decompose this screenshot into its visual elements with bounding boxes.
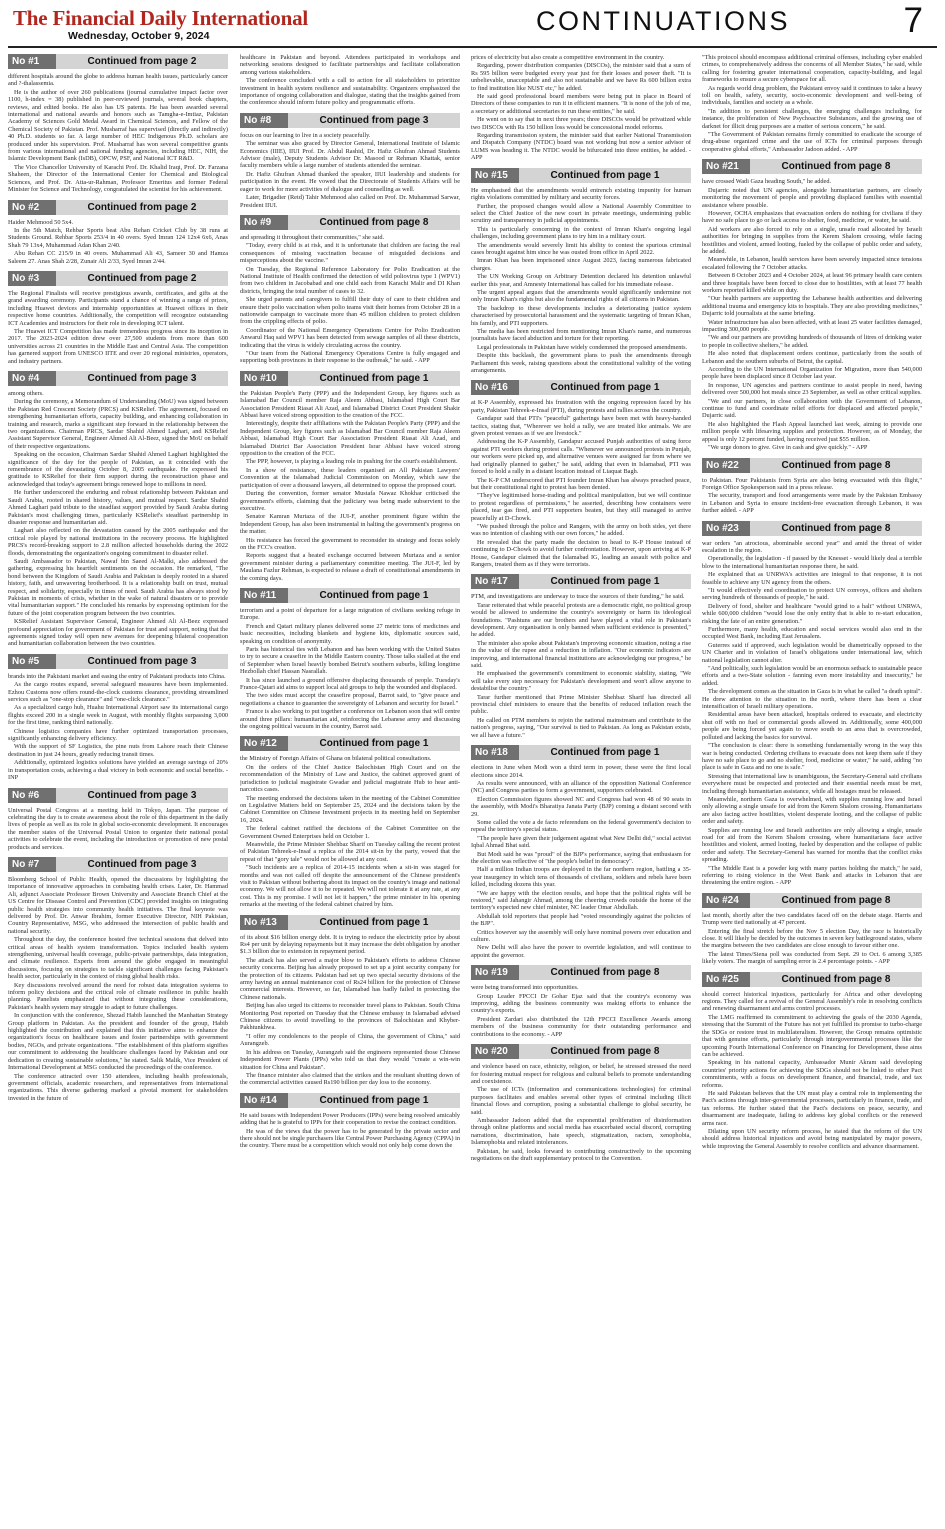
paragraph: Aid workers are also forced to rely on a single, unsafe road allocated by Israeli authorities for bringing in supplies from the Kerem Shalom crossing, while facing hostilities and violent, armed looting, fueled by the collapse of public order and safety, he added.	[702, 225, 922, 255]
article-number: No #20	[471, 1044, 519, 1059]
paragraph: He said issues with Independent Power Producers (IPPs) were being resolved amicably adding that he is grateful to IPPs for their cooperation to revise the contract condition.	[240, 1111, 460, 1127]
column-2	[240, 54, 460, 1524]
paragraph: Gandapur said that PTI's "peaceful" gatherings have been met with heavy-handed tactics, stating that, "Wherever we hold a rally, we are treated like animals. We are given protest venues as if we are livestock."	[471, 415, 691, 438]
paragraph: The development comes as the situation in Gaza is in what he called "a death spiral". He drew attention to the situation in the north, where there has been a clear intensification of Israeli military operations.	[702, 688, 922, 711]
paragraph: "I offer my condolences to the people of China, the government of China," said Aurangzeb.	[240, 1032, 460, 1048]
paragraph: at K-P Assembly, expressed his frustration with the ongoing repression faced by his party, Pakistan Tehreek-e-Insaf (PTI), during protests and rallies across the country.	[471, 399, 691, 414]
paragraph: In his address on Tuesday, Aurangzeb said the engineers represented those Chinese Independent Power Plants (IPPs) who told us that they would "create a win-win situation for China and Pakistan".	[240, 1048, 460, 1071]
paragraph: Supplies are running low and Israeli authorities are only allowing a single, unsafe road for aid from the Kerem Shalom crossing, where humanitarians face active hostilities and violent, armed looting, fueled by desperation and the collapse of public order and safety. The Secretary-General has warned for months that the conflict risks spreading.	[702, 826, 922, 864]
paragraph: Regarding, power distribution companies (DISCOs), the minister said that a sum of Rs 595 billion were budgeted every year just for their losses and power theft. "It is unbelievable, unacceptable and also not sustainable and we have Rs 600 billion extra to find institution like NUST etc," he added.	[471, 62, 691, 92]
paragraph: were being transformed into opportunities.	[471, 984, 579, 992]
article-body	[702, 54, 922, 153]
paragraph: He was of the views that the power has to be generated by the private sector and there should not be single purchasers like Central Power Purchasing Agency (CPPA) in the country. There must be a competition which would not only help come down the	[240, 1127, 460, 1150]
paragraph: Operationally, the legislation - if passed by the Knesset - would likely deal a terrible blow to the international humanitarian response there, he said.	[702, 555, 922, 570]
article-header	[240, 1093, 460, 1108]
article-header	[471, 380, 691, 395]
paragraph: "We pushed through the police and Rangers, with the army on both sides, yet there was no intention of clashing with our own forces," he added.	[471, 522, 691, 538]
article-number: No #18	[471, 745, 519, 760]
article-body	[240, 390, 460, 582]
article	[471, 380, 691, 568]
article	[702, 972, 922, 1151]
paragraph: As regards world drug problem, the Pakistani envoy said it continues to take a heavy toll on health, safety, security, socio-economic development and well-being of individuals, families and society as a whole.	[702, 84, 922, 107]
paragraph: "We and our partners are providing hundreds of thousands of litres of drinking water to people in collective shelters," he added.	[702, 334, 922, 349]
masthead	[8, 0, 937, 48]
article-number: No #10	[240, 371, 288, 386]
article-number: No #1	[8, 54, 56, 69]
article-body	[471, 764, 691, 959]
paragraph: The attack has also served a major blow to Pakistan's efforts to address Chinese security concerns. Beijing has already proposed to set up a joint security company for the protection of its citizens. Pakistan had set up two special security divisions of the army having an annual maintenance cost of Rs24 billion for the protection of Chinese commercial interests. However, so far, Islamabad has badly failed in protecting the Chinese nationals.	[240, 956, 460, 1001]
continued-label: Continued from page 8	[319, 216, 429, 228]
paragraph: He called on PTM members to rejoin the national mainstream and contribute to the nation's progress, saying, "Our survival is tied to Pakistan. As long as Pakistan exists, we all have a future."	[471, 716, 691, 739]
continued-label: Continued from page 1	[550, 576, 660, 588]
paragraph: Legal professionals in Pakistan have widely condemned the proposed amendments.	[477, 343, 688, 351]
article-header	[471, 1044, 691, 1059]
paragraph: The urgent appeal argues that the amendments would significantly undermine not only Imran Khan's rights but also the fundamental rights of all citizens in Pakistan.	[471, 288, 691, 304]
article	[240, 113, 460, 209]
article-body	[471, 54, 691, 162]
paragraph: "The Middle East is a powder keg with many parties holding the match," he said, referring to rising violence in the West Bank and attacks in Lebanon that are threatening the entire region. - APP	[702, 864, 922, 887]
paragraph: France is also working to put together a conference on Lebanon soon that will centre around three pillars: humanitarian aid, reinforcing the Lebanese army and discussing the ongoing political vacuum in the country, Barrot said.	[240, 708, 460, 731]
article	[471, 745, 691, 959]
paragraph: Reports suggest that a heated exchange occurred between Murtaza and a senior government minister during a parliamentary committee meeting. The JUI-F, led by Maulana Fazlur Rehman, is expected to release a draft of constitutional amendments in the coming days.	[240, 552, 460, 582]
continued-label: Continued from page 3	[319, 114, 429, 126]
paragraph: The Vice Chancellor University of Karachi Prof. Dr. Khalid Iraqi, Prof. Dr. Farzana Shaheen, the Director of the International Center for Chemical and Biological Sciences, and Prof. Dr. Atta-ur-Rahman, Professor Emeritus and former Federal Minister for Science and Technology, congratulated the scientist for his achievement.	[8, 163, 228, 194]
article-body	[471, 593, 691, 739]
paragraph: "In addition to persistent challenges, the emerging challenges including, for instance, the proliferation of New Psychoactive Substances, and the growing use of darknet for illicit drug purposes are a matter of serious concern," he said.	[702, 107, 922, 130]
paragraph: He explained that as UNRWA's activities are integral to that response, it is not feasible to achieve any UN agency from the others.	[702, 571, 922, 586]
paragraph: He revealed that the party made the decision to head to K-P House instead of continuing to D-Chowk to avoid further confrontation. However, upon arriving at K-P House, Gandapur claimed that the Islamabad IG, leading an assault with police and Rangers, treated them as if they were terrorists.	[471, 538, 691, 568]
paragraph: Some called the vote a de facto referendum on the federal government's decision to repeal the territory's special status.	[471, 818, 691, 834]
paragraph: Beijing has also urged its citizens to reconsider travel plans to Pakistan. South China Monitoring Post reported on Tuesday that the Chinese embassy in Islamabad advised Chinese citizens to avoid travelling to the provinces of Balochistan and Khyber-Pakhtunkhwa.	[240, 1002, 460, 1032]
paragraph: The LMG reaffirmed its commitment to achieving the goals of the 2030 Agenda, stressing that the Summit of the Future has not yet fulfilled its promise to turbo-charge the SDGs or restore trust in multilateralism. However, the Group remains optimistic that with genuine efforts, particularly through intergovernmental processes like the upcoming Fourth International Conference on Financing for Development, these aims can be achieved.	[702, 1013, 922, 1058]
paragraph: of its about $16 billion energy debt. It is trying to reduce the electricity price by about Rs4 per unit by delaying repayments but it may increase the debt obligation by another $1.3 billion due to extension in repayment period.	[240, 933, 460, 956]
article-body	[702, 912, 922, 966]
continued-label: Continued from page 2	[87, 56, 197, 67]
article-body	[8, 673, 228, 782]
paragraph: The K-P CM underscored that PTI founder Imran Khan has always preached peace, but their constitutional right to protest has been denied.	[471, 476, 691, 491]
paragraph: different hospitals around the globe to address human health issues, particularly cancer and ?-thalassemia.	[8, 73, 228, 88]
paragraph: The conference attracted over 150 attendees, including health professionals, government officials, academic researchers, and representatives from international organizations. This diverse gathering marked a pivotal moment for stakeholders invested in the future of	[8, 1072, 228, 1102]
article	[702, 521, 922, 887]
paragraph: Chinese logistics companies have further optimized transportation processes, significantly enhancing delivery efficiency.	[8, 727, 228, 743]
continued-label: Continued from page 2	[87, 201, 197, 213]
continued-label: Continued from page 1	[550, 382, 660, 394]
article-body	[702, 540, 922, 887]
continued-label: Continued from page 1	[319, 372, 429, 384]
article	[8, 371, 228, 648]
paragraph: He went on to say that in next three years; three DISCOs would be privatized while two DISCOs with Rs 150 billion loss would be concessional model reforms.	[471, 116, 691, 131]
paragraph: "We and our partners, in close collaboration with the Government of Lebanon, continue to fund and coordinate relief efforts for displaced and affected people," Dujarric said.	[702, 397, 922, 420]
publication-name: The Financial Daily International	[13, 6, 309, 30]
paragraph: New Delhi will also have the power to override legislation, and will continue to appoint the governor.	[471, 944, 691, 959]
paragraph: He said good professional board members were being put in place in Board of Directors of these companies to run it in efficient manners. "It is none of the job of me, a secretary or additional secretaries to run these entities," he said.	[471, 93, 691, 115]
paragraph: and spreading it throughout their communities," she said.	[240, 233, 385, 241]
paragraph: The two sides must accept the ceasefire proposal, Barrot said, to "give peace and negotiations a chance to guarantee the sovereignty of Lebanon and security for Israel."	[240, 692, 460, 707]
article-body	[240, 132, 460, 209]
article-body	[240, 54, 460, 107]
article-header	[240, 588, 460, 603]
paragraph: "Such incidents are a replica of 2014-15 incidents when a sit-in was staged for months and was not called off despite the announcement of the Chinese president's visit to Pakistan without bothering about its impact on the country's image and national economy. We will not allow it to be repeated. We will not tolerate it at any rate, at any cost. This is my promise. I will not let it happen," the prime minister in his opening remarks at the meeting of the federal cabinet chaired by him.	[240, 864, 460, 909]
paragraph: Guterres said if approved, such legislation would be diametrically opposed to the UN Charter and in violation of Israel's obligations under international law, which national legislation cannot alter.	[702, 641, 922, 664]
paragraph: KSRelief Assistant Supervisor General, Engineer Ahmed Ali Al-Beez expressed profound appreciation for government of Pakistan for trust and support, noting that the agreements signed today will open new avenues for deepening bilateral cooperation and humanitarian collaboration between the two countries.	[8, 618, 228, 648]
article-body	[702, 178, 922, 451]
paragraph: and violence based on race, ethnicity, religion, or belief, he stressed stressed the need for fostering mutual respect for religious and cultural beliefs to promote understanding and coexistence.	[471, 1063, 691, 1085]
article-header	[702, 458, 922, 473]
paragraph: On Tuesday, the Regional Reference Laboratory for Polio Eradication at the National Institute of Health confirmed the detection of wild poliovirus type 1 (WPV1) from two children in Jacobabad and one child each from Karachi Malir and DI Khan districts, bringing the total number of cases to 32.	[240, 265, 460, 295]
article-number: No #24	[702, 893, 750, 908]
paragraph: "The Government of Pakistan remains firmly committed to eradicate the scourge of drug-abuse organized crime and the use of ICTs for criminal purposes through cooperative global efforts," Ambassador Jadoon added. - APP	[702, 131, 922, 153]
paragraph: It has since launched a ground offensive displacing thousands of people. Tuesday's France-Qatari aid aims to support local aid groups to help the wounded and displaced.	[240, 676, 460, 692]
paragraph: Ambassador Jadoon added that the exponential proliferation of disinformation through online platforms and social media has exacerbated social discord, corrupting narrations, discrimination, hate speech, stigmatization, racism, xenophobia, Islamophobia and related intolerances.	[471, 1116, 691, 1147]
paragraph: Stressing that international law is unambiguous, the Secretary-General said civilians everywhere must be respected and protected and their essential needs must be met, including through humanitarian assistance, while all hostages must be released.	[702, 772, 922, 795]
paragraph: Senator Kamran Murtaza of the JUI-F, another prominent figure within the Independent Group, has also been instrumental in halting the government's progress on the matter.	[240, 513, 460, 536]
paragraph: "They've legitimised horse-trading and political manipulation, but we will continue to protest regardless of permissions," he asserted, describing how containers were placed, tear gas fired, and PTI supporters beaten, but they still managed to arrive peacefully at D-Chowk.	[471, 492, 691, 522]
continued-label: Continued from page 3	[87, 655, 197, 667]
paragraph: In a show of resistance, these leaders organised an All Pakistan Lawyers' Convention at the Islamabad Judicial Commission on Monday, which saw the participation of over a thousand lawyers, all determined to oppose the proposed court.	[240, 466, 460, 489]
article-number: No #15	[471, 168, 519, 183]
column-4	[702, 54, 922, 1524]
article	[240, 1093, 460, 1150]
continued-label: Continued from page 8	[781, 459, 891, 471]
paragraph: focus on our learning to live in a society peacefully.	[240, 131, 371, 139]
paragraph: "And politically, such legislation would be an enormous setback to sustainable peace efforts and a two-State solution - fanning even more instability and insecurity," he added.	[702, 665, 922, 687]
paragraph: The federal cabinet ratified the decisions of the Cabinet Committee on the Government Owned Enterprises held on October 1.	[240, 825, 460, 840]
article	[240, 54, 460, 107]
continued-label: Continued from page 2	[87, 272, 197, 284]
paragraph: Delivery of food, shelter and healthcare "would grind to a halt" without UNRWA, while 600,000 children "would lose the only entity that is able to re-start education, risking the fate of an entire generation."	[702, 602, 922, 625]
article-header	[471, 745, 691, 760]
paragraph: Speaking in his national capacity, Ambassador Munir Akram said developing countries' priority actions for achieving the SDGs should not be linked to other Pact commitments, with a focus on development finance, and financial, trade, and tax reforms.	[702, 1059, 922, 1089]
paragraph: the Pakistan People's Party (PPP) and the Independent Group, key figures such as Islamabad Bar Council member Raja Aleem Abbasi, Islamabad High Court Bar Association President Riasat Ali Azad, and Islamabad District Court President Shakir Abbasi have voiced strong opposition to the creation of the FCC.	[240, 389, 460, 420]
article-number: No #16	[471, 380, 519, 395]
section-title: CONTINUATIONS	[536, 6, 790, 36]
article-number: No #13	[240, 915, 288, 930]
paragraph: According to the UN International Organization for Migration, more than 540,000 people have been displaced since 8 October last year.	[702, 366, 922, 381]
paragraph: "We are happy with the election results, and hope that the political rights will be restored," said Jahangir Ahmad, among the cheering crowds outside the home of the territory's expected new chief minister, NC leader Omar Abdullah.	[471, 889, 691, 912]
paragraph: During the ceremony, a Memorandum of Understanding (MoU) was signed between the Pakistan Red Crescent Society (PRCS) and KSRelief. The agreement, focused on strengthening humanitarian efforts, capacity building, and enhancing collaboration in training and research, marks a significant step forward in the relationship between the two organizations. Chairman PRCS, Sardar Shahid Ahmed Laghari, and KSRelief Assistant Supervisor General, Engineer Ahmed Ali Al-Beez, signed the MoU on behalf of their respective organizations.	[8, 398, 228, 450]
paragraph: Election Commission figures showed NC and Congress had won 48 of 90 seats in the assembly, with Modi's Bharatiya Janata Party (BJP) coming a distant second with 29.	[471, 795, 691, 818]
article-header	[240, 371, 460, 386]
paragraph: Dilating upon UN security reform process, he stated that the reform of the UN should address historical injustices and avoid being manipulated by major powers, while improving the General Assembly to resolve conflicts and advance disarmament.	[702, 1127, 922, 1150]
article	[702, 893, 922, 966]
paragraph: The UN Working Group on Arbitrary Detention declared his detention unlawful earlier this year, and Amnesty International has called for his immediate release.	[471, 273, 691, 288]
article-header	[702, 972, 922, 987]
article-number: No #23	[702, 521, 750, 536]
paragraph: the Ministry of Foreign Affairs of Ghana on bilateral political consultations.	[240, 755, 432, 763]
paragraph: last month, shortly after the two candidates faced off on the debate stage. Harris and Trump were tied nationally at 47 percent.	[702, 911, 922, 927]
paragraph: As a specialized cargo hub, Huahu International Airport saw its international cargo flights exceed 200 in a single week in August, with monthly flights surpassing 3,000 for the first time, ranking third nationally.	[8, 704, 228, 727]
paragraph: The minister also spoke about Pakistan's improving economic situation, noting a rise in the value of the rupee and a reduction in inflation. "Our economic indicators are improving, and international financial institutions are acknowledging our progress," he said.	[471, 639, 691, 670]
article-number: No #6	[8, 788, 56, 803]
article	[471, 54, 691, 162]
article	[240, 915, 460, 1087]
paragraph: Despite this backlash, the government plans to push the amendments through Parliament this week, raising questions about the constitutional validity of the voting arrangements.	[471, 352, 691, 375]
article	[471, 168, 691, 375]
article-number: No #3	[8, 271, 56, 286]
paragraph: This is particularly concerning in the context of Imran Khan's ongoing legal challenges, including government plans to try him in a military court.	[471, 225, 691, 241]
paragraph: PTM, and investigations are underway to trace the sources of their funding," he said.	[471, 593, 685, 601]
paragraph: Further, the proposed changes would allow a National Assembly Committee to select the Chief Justice of the new court in private meetings, undermining public scrutiny and transparency in judicial appointments.	[471, 202, 691, 225]
article-body	[8, 390, 228, 648]
article-number: No #25	[702, 972, 750, 987]
paragraph: Paris has historical ties with Lebanon and has been working with the United States to try to secure a ceasefire in the Middle Eastern country. Those talks stalled at the end of September when Israel heavily bombed Beirut's southern suburbs, killing longtime Hezbollah chief Hassan Nasrallah.	[240, 646, 460, 676]
paragraph: As the cargo routes expand, several safeguard measures have been implemented. Ezhou Customs now offers round-the-clock customs clearance, providing streamlined services such as "one-stop clearance" and "one-click clearance."	[8, 681, 228, 704]
paragraph: Regarding transmission system, the minister said that earlier National Transmission and Dispatch Company (NTDC) board was not working but now a senior advisor of LUMS was heading it. The NTDC would be bifurcated into three entities, he added. - APP	[471, 132, 691, 162]
article-number: No #4	[8, 371, 56, 386]
continued-label: Continued from page 1	[319, 916, 429, 928]
article-body	[471, 399, 691, 568]
article	[240, 371, 460, 582]
paragraph: The use of ICTs (information and communications technologies) for criminal purposes facilitates and enables several other types of criminal including illicit financial flows and corruption, posing a substantial challenge to global security, he said.	[471, 1086, 691, 1116]
paragraph: war orders "an atrocious, abominable second year" and amid the threat of wider escalation in the region.	[702, 539, 922, 554]
article	[8, 54, 228, 194]
article	[702, 54, 922, 153]
article	[8, 788, 228, 851]
paragraph: The conference concluded with a call to action for all stakeholders to prioritize investment in health system resilience and sustainability. Organizers emphasized the importance of ongoing collaboration and dialogue, stating that the insights gained from the conference should inform future policy and programmatic efforts.	[240, 77, 460, 107]
continued-label: Continued from page 8	[781, 161, 891, 173]
paragraph: He also noted that displacement orders continue, particularly from the south of Lebanon and the southern suburbs of Beirut, the capital.	[702, 350, 922, 365]
article-header	[471, 574, 691, 589]
paragraph: Interestingly, despite their affiliations with the Pakistan People's Party (PPP) and the Independent Group, key figures such as Islamabad Bar Council member Raja Aleem Abbasi, Islamabad High Court Bar Association President Riasat Ali Azad, and Islamabad District Bar Association President Israr Abbasi have voiced strong opposition to the creation of the FCC.	[240, 420, 460, 458]
paragraph: In response, UN agencies and partners continue to assist people in need, having delivered over 500,000 hot meals since 23 September, as well as other critical supplies.	[702, 381, 922, 397]
article	[471, 574, 691, 739]
paragraph: The seminar was also graced by Director General, International Institute of Islamic Economics (IIIE), IIUI Prof. Dr. Abdul Rashid, Dr. Hafiz Ghufran Ahmad Students Advisor (male), Deputy Students Advisor Dr. Masood ur Rehman Khattak, senior faculty members while a large number of students attended the seminar.	[240, 140, 460, 170]
continued-label: Continued from page 8	[550, 1046, 660, 1058]
article-body	[240, 934, 460, 1087]
article-body	[240, 234, 460, 365]
continued-label: Continued from page 8	[781, 894, 891, 906]
article-header	[471, 168, 691, 183]
paragraph: Bloomberg School of Public Health, opened the discussions by highlighting the importance of innovative approaches in combating health crises. Later, Dr. Hammad Ali, adjunct Associate Professor Brown University and Associate Branch Chief at the US Centre for Disease Control and Prevention (CDC) provided insights on integrating public health strategies into community health initiatives. The final keynote was delivered by Prof. Dr. Anwar Ibrahim, former Executive Director, NIH Pakistan, Country Representative, MSG, who addressed the intersection of public health and national security.	[8, 875, 228, 935]
paragraph: The media has been restricted from mentioning Imran Khan's name, and numerous journalists have faced abduction and torture for their reporting.	[471, 328, 691, 343]
continued-label: Continued from page 8	[781, 973, 891, 985]
article-body	[8, 876, 228, 1102]
article-body	[471, 187, 691, 375]
paragraph: terrorism and a point of departure for a large migration of civilians seeking refuge in Europe.	[240, 606, 460, 622]
paragraph: The Huawei ICT Competition has made tremendous progress since its inception in 2017. The 2023-2024 edition drew over 27,500 students from more than 600 universities across 21 countries in the Middle East and Central Asia. The competition has garnered support from UNESCO IITE and over 20 regional ministries, operators, and industry partners.	[8, 327, 228, 365]
article	[702, 159, 922, 451]
paragraph: President Zardari also distributed the 12th FPCCI Excellence Awards among members of the business community for their outstanding performance and contributions to the economy. - APP	[471, 1015, 691, 1038]
article-header	[240, 113, 460, 128]
paragraph: He said Pakistan believes that the UN must play a central role in implementing the Pact's actions through inter-governmental processes, particularly in finance, trade, and tax reforms. He further stated that the Pact's decisions on peace, security, and disarmament are inadequate, failing to address key global conflicts or the renewed arms race.	[702, 1089, 922, 1127]
paragraph: The backdrop to these developments includes a deteriorating justice system characterised by prosecutorial harassment and the systematic targeting of Imran Khan, his family, and PTI supporters.	[471, 304, 691, 327]
paragraph: The amendments would severely limit his ability to contest the spurious criminal cases brought against him since he was ousted from office in April 2022.	[471, 241, 691, 256]
article-number: No #22	[702, 458, 750, 473]
paragraph: Abu Rehan CC 215/9 in 40 overs. Muhammad Ali 43, Sameer 30 and Hamza Saleem 27. Anas Shah 2/28, Zunair Ali 2/33, Syed Imran 2/44.	[8, 250, 228, 265]
paragraph: He further underscored the enduring and robust relationship between Pakistan and Saudi Arabia, rooted in shared history, values, and mutual respect. Sardar Shahid Ahmed Laghari paid tribute to the steadfast support provided by Saudi Arabia during Pakistan's most challenging times, particularly KSRelief's steadfast partnership in disaster response and humanitarian aid.	[8, 489, 228, 526]
column-1	[8, 54, 228, 1524]
article	[8, 271, 228, 365]
paragraph: However, OCHA emphasizes that evacuation orders do nothing for civilians if they have no safe place to go or lack access to shelter, food, medicine, or water, he said.	[702, 209, 922, 225]
article-number: No #11	[240, 588, 288, 603]
article	[8, 654, 228, 782]
article	[8, 200, 228, 265]
paragraph: In conjunction with the conference, Shezad Habib launched the Manhattan Strategy Group platform in Pakistan. As the president and founder of the group, Habib highlighted the contribution and explained that this initiative aims to enhance the organization's focus on healthcare issues and foster partnerships with government bodies, NGOs, and private organizations. "The establishment of this platform signifies our commitment to addressing the healthcare challenges faced by Pakistan and our dedication to creating sustainable solutions," he stated. Salik Malik, Vice President of International Development at MSG conducted the proceedings of the conference.	[8, 1012, 228, 1072]
article	[240, 215, 460, 365]
paragraph: "It would effectively end coordination to protect UN convoys, offices and shelters serving hundreds of thousands of people," he said.	[702, 586, 922, 602]
article-header	[8, 271, 228, 286]
article-number: No #5	[8, 654, 56, 669]
paragraph: French and Qatari military planes delivered some 27 metric tons of medicines and basic necessities, including blankets and hygiene kits, diplomatic sources said, speaking on condition of anonymity.	[240, 622, 460, 645]
article	[471, 965, 691, 1038]
paragraph: The PPP, however, is playing a leading role in pushing for the court's establishment.	[246, 458, 458, 466]
article-header	[8, 788, 228, 803]
paragraph: His resistance has forced the government to reconsider its strategy and focus solely on the FCC's creation.	[240, 536, 460, 551]
article-header	[8, 200, 228, 215]
continued-label: Continued from page 8	[781, 522, 891, 534]
article-number: No #17	[471, 574, 519, 589]
article-header	[471, 965, 691, 980]
paragraph: Abdullah told reporters that people had "voted resoundingly against the policies of the BJP".	[471, 912, 691, 928]
paragraph: "Our team from the National Emergency Operations Centre is fully engaged and supporting both provinces in their response to the outbreak," he said. - APP	[240, 350, 460, 365]
paragraph: "This protocol should encompass additional criminal offenses, including cyber enabled crimes, to comprehensively address the concerns of all Member States," he said, while calling for fostering greater international cooperation, capacity-building, and legal frameworks to ensure a secure cyberspace for all.	[702, 54, 922, 84]
continued-label: Continued from page 3	[87, 789, 197, 801]
paragraph: prices of electricity but also create a competitive environment in the country.	[471, 54, 665, 61]
paragraph: Between 8 October 2023 and 4 October 2024, at least 96 primary health care centers and three hospitals have been forced to close due to hostilities, with at least 77 health workers reported killed while on duty.	[702, 272, 922, 294]
article	[702, 458, 922, 515]
paragraph: to Pakistan. Four Pakistanis from Syria are also being evacuated with this flight," Foreign Office Spokesperson said in a press release.	[702, 476, 922, 491]
article-number: No #2	[8, 200, 56, 215]
column-3	[471, 54, 691, 1524]
article-body	[8, 807, 228, 851]
page-number: 7	[903, 1, 923, 40]
article	[8, 857, 228, 1102]
paragraph: Half a million Indian troops are deployed in the far northern region, battling a 35-year insurgency in which tens of thousands of civilians, soldiers and rebels have been killed, including dozens this year.	[471, 866, 691, 889]
continued-label: Continued from page 3	[87, 858, 197, 870]
paragraph: Water infrastructure has also been affected, with at least 25 water facilities damaged, impacting 300,000 people.	[702, 318, 922, 333]
paragraph: With the support of SF Logistics, the pine nuts from Lahore reach their Chinese destination in just 24 hours, greatly reducing transit times.	[8, 743, 228, 758]
article	[240, 588, 460, 731]
paragraph: He is the author of over 260 publications (journal cumulative impact factor over 1100, h-index = 38) published in peer-reviewed journals, several book chapters, reviews, and edited books. He also has US patents. He has been awarded several international and national awards and honors such as Tamgha-e-Imtiaz, Pakistan Academy of Sciences Gold Medal Award in Chemical Sciences, and Fellow of the Chemical Society of Pakistan. Prof. Musharraf has supervised (directly and indirectly) 40 Ph.D. students so far. A large number of HEC Indigenous Ph.D. scholars are produced under his supervision. Prof. Musharraf has won several competitive grants from various international and national funding agencies, including HEC, NIH, the Islamic Development Bank (IsDB), OPCW, PSF, and National ICT R&D.	[8, 88, 228, 163]
article	[240, 736, 460, 908]
paragraph: Additionally, optimized logistics solutions have yielded an average savings of 20% in transportation costs, achieving a dual victory in both economic and social benefits. - INP	[8, 759, 228, 782]
paragraph: Coordinator of the National Emergency Operations Centre for Polio Eradication Anwarul Haq said WPV1 has been detected from sewage samples of all these districts, indicating that the virus is widely circulating across the country.	[240, 326, 460, 349]
paragraph: As results were announced, with an alliance of the opposition National Conference (NC) and Congress parties to form a government, supporters celebrated.	[471, 779, 691, 795]
paragraph: He emphasised that the amendments would entrench existing impunity for human rights violations committed by military and security forces.	[471, 186, 691, 202]
article-number: No #21	[702, 159, 750, 174]
paragraph: Throughout the day, the conference hosted five technical sessions that delved into critical areas of health system transformation. Topics included health system strengthening, universal health coverage, public-private partnerships, data integration, and climate resilience. Experts from around the globe engaged in meaningful discussions, focusing on strategies to tackle significant challenges facing Pakistan's health sector, particularly in the context of rising global health risks.	[8, 936, 228, 981]
continued-label: Continued from page 1	[319, 589, 429, 601]
paragraph: Entering the final stretch before the Nov 5 election Day, the race is historically close. It will likely be decided by the outcomes in seven key battleground states, where the margins between the two candidates are close enough to favour either one.	[702, 927, 922, 950]
paragraph: Furthermore, many health, education and social services would also end in the occupied West Bank, including East Jerusalem.	[702, 626, 922, 641]
continued-label: Continued from page 3	[87, 373, 197, 384]
paragraph: The security, transport and food arrangements were made by the Pakistan Embassy in Lebanon and Syria to ensure incident-free evacuation through Lebanon, it was further added. - APP	[702, 492, 922, 515]
continued-label: Continued from page 1	[550, 747, 660, 759]
article-body	[8, 219, 228, 265]
paragraph: Critics however say the assembly will only have nominal powers over education and culture.	[471, 928, 691, 944]
article-number: No #9	[240, 215, 288, 230]
paragraph: elections in June when Modi won a third term in power, these were the first local elections since 2014.	[471, 764, 691, 779]
article	[471, 1044, 691, 1162]
paragraph: "The people have given their judgement against what New Delhi did," social activist Iqbal Ahmad Bhat said.	[471, 834, 691, 850]
paragraph: Speaking on the occasion, Chairman Sardar Shahid Ahmed Laghari highlighted the significance of the day for the people of Pakistan, as it coincided with the remembrance of the devastating October 8, 2005 earthquake. He expressed his gratitude to KSRelief for their firm support during the reconstruction phase and acknowledged that today's agreement brings renewed hope to millions in need.	[8, 451, 228, 488]
paragraph: During the convention, former senator Mustafa Nawaz Khokhar criticised the government's efforts, claiming that the judiciary was being made subservient to the executive.	[240, 490, 460, 512]
article-number: No #8	[240, 113, 288, 128]
article-header	[240, 915, 460, 930]
continued-label: Continued from page 1	[319, 738, 429, 750]
paragraph: should correct historical injustices, particularly for Africa and other developing regions. They called for a revival of the General Assembly's role in resolving conflicts and renewing disarmament and arms control processes.	[702, 990, 922, 1013]
continued-label: Continued from page 1	[550, 169, 660, 181]
article-body	[240, 1112, 460, 1150]
paragraph: Dr. Hafiz Ghufran Ahmad thanked the speaker, IIUI leadership and students for participation in the event. He vowed that the Directorate of Students Affairs will be eager to work for more activities of dialogue and counselling as well.	[240, 170, 460, 193]
paragraph: But Modi said he was "proud" of the BJP's performance, saying that enthusiasm for the election was reflective of "the people's belief in democracy".	[471, 850, 691, 865]
article-body	[240, 607, 460, 731]
paragraph: Residential areas have been attacked, hospitals ordered to evacuate, and electricity shut off with no fuel or commercial goods allowed in. Additionally, some 400,000 people are being forced yet again to move south to an area that is overcrowded, polluted and lacking the basics for survival.	[702, 711, 922, 741]
continued-label: Continued from page 1	[319, 1094, 429, 1106]
paragraph: The latest Times/Siena poll was conducted from Sept. 29 to Oct. 6 among 3,385 likely voters. The margin of sampling error is 2.4 percentage points. - APP	[702, 950, 922, 966]
article-header	[8, 857, 228, 872]
article-header	[702, 159, 922, 174]
article-number: No #7	[8, 857, 56, 872]
paragraph: Group Leader FPCCI Dr Gohar Ejaz said that the country's economy was improving, adding the business community was making efforts to enhance the country's exports.	[471, 992, 691, 1015]
paragraph: Meanwhile, northern Gaza is overwhelmed, with supplies running low and Israel only allowing a single unsafe for aid from the Kerem Shalom crossing. Humanitarians are also facing active hostilities, violent desperate looting, and the collapse of public order and safety.	[702, 795, 922, 826]
article-number: No #19	[471, 965, 519, 980]
paragraph: brands into the Pakistani market and easing the entry of Pakistani products into China.	[8, 672, 226, 680]
paragraph: Key discussions revolved around the need for robust data integration systems to inform policy decisions and the critical role of climate resilience in public health planning. Panelists emphasized that without integrating these considerations, Pakistan's health system may struggle to adapt to future challenges.	[8, 981, 228, 1011]
article-header	[702, 893, 922, 908]
article-header	[8, 654, 228, 669]
article-body	[8, 290, 228, 365]
paragraph: Meanwhile, the Prime Minister Shehbaz Sharif on Tuesday calling the recent protest of Pakistan Tehreek-e-Insaf a replica of the 2014 sit-in by the party, vowed that the repeat of that "gory tale" would not be allowed at any cost.	[240, 840, 460, 863]
paragraph: "We urge donors to give. Give in cash and give quickly." - APP	[708, 444, 868, 452]
paragraph: He emphasised the government's commitment to economic stability, stating, "We will take every step necessary for Pakistan's development and won't allow anyone to destabilise the country."	[471, 670, 691, 693]
paragraph: The meeting endorsed the decisions taken in the meeting of the Cabinet Committee on Legislative Matters held on September 25, 2024 and the decisions taken by the Cabinet Committee on Chinese Investment projects in its meeting held on September 16, 2024.	[240, 794, 460, 824]
paragraph: Addressing the K-P Assembly, Gandapur accused Punjab authorities of using force against PTI workers during protest calls. "Whenever we announced protests in Punjab, our workers were picked up, and alternative venues were assigned far from where we had originally planned to gather," he said, adding that even in Islamabad, PTI was forced to hold a rally in a distant location instead of Liaquat Bagh.	[471, 438, 691, 476]
publication-date: Wednesday, October 9, 2024	[68, 30, 210, 42]
paragraph: Tarar reiterated that while peaceful protests are a democratic right, no political group would be allowed to undermine the country's sovereignty or harm its ideological foundations. "Pashtuns are our brothers and have played a vital role in Pakistan's development. Any organisation is only banned when sufficient evidence is presented," he added.	[471, 601, 691, 639]
article-body	[471, 984, 691, 1038]
article-body	[471, 1063, 691, 1162]
paragraph: Imran Khan has been imprisoned since August 2023, facing numerous fabricated charges.	[471, 257, 691, 272]
paragraph: The finance minister also claimed that the strikes and the resultant shutting down of the commercial activities caused Rs190 billion per day loss to the economy.	[240, 1071, 460, 1087]
article-header	[8, 54, 228, 69]
article-body	[702, 477, 922, 515]
article-body	[702, 991, 922, 1151]
paragraph: Later, Brigadier (Retd) Tahir Mehmood also called on Prof. Dr. Muhammad Sarwar, President IIUI.	[240, 194, 460, 209]
paragraph: On the orders of the Chief Justice Balochistan High Court and on the recommendation of the Ministry of Law and Justice, the cabinet approved grant of jurisdiction to judicial magistrate Gwadar and judicial magistrate Hub to hear anti-narcotics cases.	[240, 763, 460, 794]
paragraph: "Our health partners are supporting the Lebanese health authorities and delivering additional trauma and emergency kits to hospitals. They are also providing medicines," Dujarric told journalists at the same briefing.	[702, 295, 922, 318]
paragraph: Saudi Ambassador to Pakistan, Nawaf bin Saeed Al-Malki, also addressed the gathering, expressing his heartfelt sentiments on the occasion. He remarked, "The bond between the Kingdom of Saudi Arabia and Pakistan is deeply rooted in a shared history, faith, and unwavering brotherhood. It is a relationship built on trust, mutual respect, and solidarity, especially in times of need. Saudi Arabia has always stood by Pakistan in moments of crisis, whether in the wake of natural disasters or to provide vital humanitarian support." He concluded his remarks by expressing optimism for the future of the joint cooperation program between the two countries.	[8, 557, 228, 617]
article-body	[8, 73, 228, 194]
article-number: No #14	[240, 1093, 288, 1108]
paragraph: He also highlighted the Flash Appeal launched last week, aiming to provide one million people with lifesaving supplies and protection. However, as of Monday, the appeal is only 12 percent funded, having received just $55 million.	[702, 420, 922, 443]
article-header	[702, 521, 922, 536]
paragraph: Pakistan, he said, looks forward to contributing constructively to the upcoming negotiations on the draft supplementary protocol to the Convention.	[471, 1147, 691, 1162]
paragraph: Tarar further mentioned that Prime Minister Shehbaz Sharif has directed all provincial chief ministers to ensure that the benefits of reduced inflation reach the public.	[471, 693, 691, 716]
article-header	[240, 736, 460, 751]
paragraph: have crossed Wadi Gaza heading South," he added.	[702, 178, 832, 186]
article-header	[240, 215, 460, 230]
paragraph: among others.	[8, 390, 44, 397]
paragraph: "Today, every child is at risk, and it is unfortunate that children are facing the real consequences of missing vaccination because of misguided decisions and misperceptions about the vaccine."	[240, 242, 460, 265]
paragraph: Universal Postal Congress at a meeting held in Tokyo, Japan. The purpose of celebrating the day is to create awareness about the role of this department in the daily lives of people as well as its role in global socio-economic development. It encourages the member states of the Universal Postal Union to organize their national postal activities to celebrate the event, including the introduction or promotion of new postal products and services.	[8, 806, 228, 851]
paragraph: The Regional Finalists will receive prestigious awards, certificates, and gifts at the grand awarding ceremony. Participants stand a chance of winning a range of prizes, including Huawei devices and internship opportunities at Huawei offices in their respective home countries. Additionally, the competition will recognize outstanding ICT Academies and instructors for their role in developing ICT talent.	[8, 289, 228, 327]
article-number: No #12	[240, 736, 288, 751]
paragraph: Laghari also reflected on the devastation caused by the 2005 earthquake and the critical role played by national institutions in the recovery process. He highlighted PRCS's record-breaking support to 2.8 million affected households during the 2022 floods, demonstrating the organization's ongoing commitment to disaster relief.	[8, 527, 228, 557]
article-header	[8, 371, 228, 386]
paragraph: Haider Mehmood 50 5x4.	[8, 218, 74, 226]
article-body	[240, 755, 460, 908]
continued-label: Continued from page 8	[550, 967, 660, 979]
paragraph: healthcare in Pakistan and beyond. Attendees participated in workshops and networking sessions designed to facilitate partnerships and facilitate collaboration among various stakeholders.	[240, 54, 460, 76]
paragraph: She urged parents and caregivers to fulfill their duty of care to their children and ensure their polio vaccination when polio teams visit their homes from October 28 in a nationwide campaign to vaccinate more than 45 million children to protect children from the crippling effects of polio.	[240, 296, 460, 326]
paragraph: Dujarric noted that UN agencies, alongside humanitarian partners, are closely monitoring the movement of people and providing displaced families with essential assistance where possible.	[702, 186, 922, 209]
paragraph: In the 5th Match, Rehbar Sports beat Abu Rehan Cricket Club by 38 runs at Students Ground. Rehbar Sports 253/4 in 40 overs. Syed Imran 124 12x4 6x6, Anas Shah 79 13x4, Muhammad Adan Khan 2/40.	[8, 226, 228, 249]
paragraph: "The conclusion is clear: there is something fundamentally wrong in the way this war is being conducted. Ordering civilians to evacuate does not keep them safe if they have no safe place to go and no shelter, food, medicine or water," he said, adding "no place is safe in Gaza and no one is safe."	[702, 742, 922, 772]
paragraph: Meanwhile, in Lebanon, health services have been severely impacted since tensions escalated following the 7 October attacks.	[702, 256, 922, 271]
